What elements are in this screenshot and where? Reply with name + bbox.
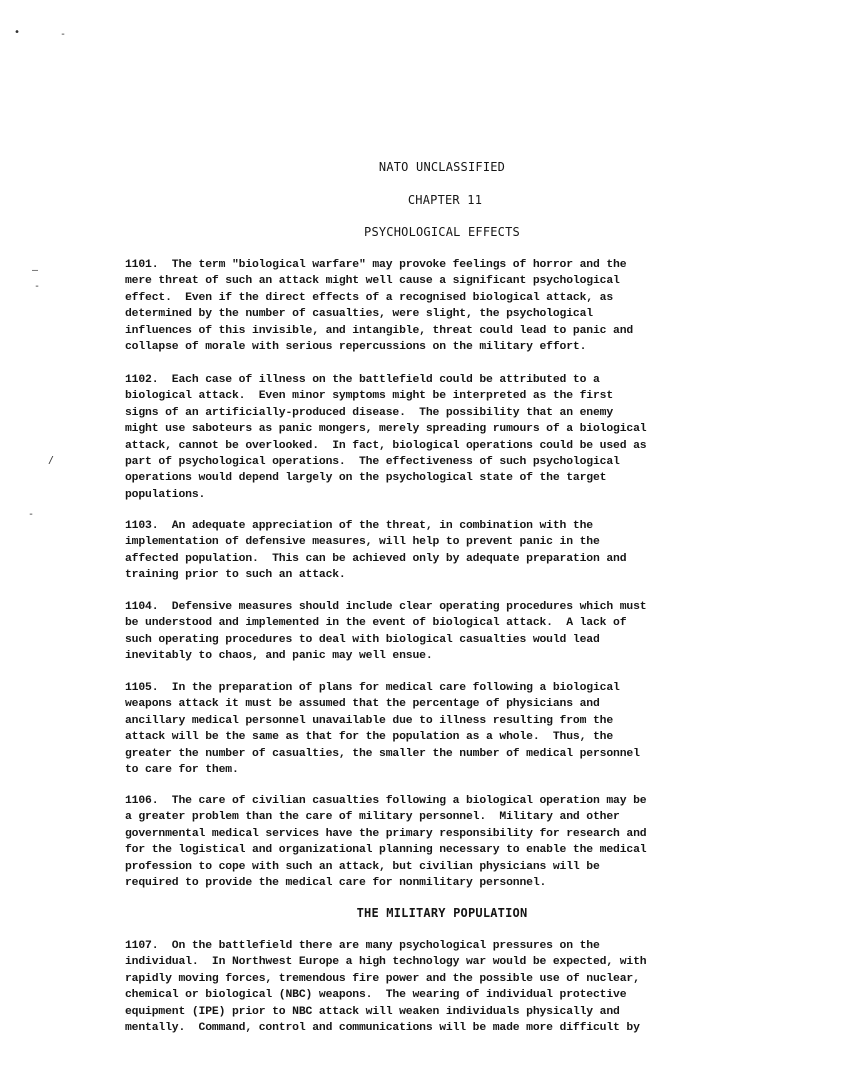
paragraph-line: 1101. The term "biological warfare" may provoke feelings of horror and the — [125, 259, 627, 271]
paragraph-line: 1105. In the preparation of plans for medical care following a biological — [125, 682, 620, 694]
paragraph-line: chemical or biological (NBC) weapons. The wearing of individual protective — [125, 989, 627, 1002]
scan-speck: - — [34, 281, 41, 292]
paragraph-line: collapse of morale with serious repercussions on the military effort. — [125, 341, 587, 354]
paragraph-1106 — [125, 793, 765, 891]
paragraph-line: rapidly moving forces, tremendous fire power and the possible use of nuclear, — [125, 972, 640, 985]
paragraph-1101 — [125, 257, 765, 355]
paragraph-line: such operating procedures to deal with biological casualties would lead — [125, 633, 600, 646]
paragraph-line: might use saboteurs as panic mongers, merely spreading rumours of a biological — [125, 423, 647, 436]
paragraph-line: ancillary medical personnel unavailable due to illness resulting from the — [125, 714, 614, 727]
paragraph-line: governmental medical services have the primary responsibility for research and — [125, 827, 647, 840]
paragraph-line: implementation of defensive measures, will help to prevent panic in the — [125, 536, 600, 549]
paragraph-line: operations would depend largely on the psychological state of the target — [125, 472, 607, 485]
paragraph-line: 1102. Each case of illness on the battlefield could be attributed to a — [125, 374, 600, 386]
scan-speck: - — [60, 29, 67, 40]
scan-speck: - — [28, 509, 35, 520]
paragraph-line: affected population. This can be achieved only by adequate preparation and — [125, 552, 627, 565]
chapter-title: PSYCHOLOGICAL EFFECTS — [364, 225, 520, 239]
paragraph-line: 1104. Defensive measures should include clear operating procedures which must — [125, 601, 647, 613]
paragraph-1103 — [125, 518, 765, 584]
paragraph-line: mentally. Command, control and communications will be made more difficult by — [125, 1022, 640, 1035]
scan-speck: • — [14, 27, 21, 38]
paragraph-line: to care for them. — [125, 764, 239, 777]
paragraph-line: required to provide the medical care for nonmilitary personnel. — [125, 877, 547, 890]
paragraph-line: populations. — [125, 488, 206, 501]
paragraph-line: attack will be the same as that for the population as a whole. Thus, the — [125, 731, 614, 744]
paragraph-line: attack, cannot be overlooked. In fact, biological operations could be used as — [125, 439, 647, 452]
paragraph-line: greater the number of casualties, the smaller the number of medical personnel — [125, 747, 640, 760]
paragraph-line: 1107. On the battlefield there are many psychological pressures on the — [125, 940, 600, 952]
paragraph-line: for the logistical and organizational planning necessary to enable the medical — [125, 844, 647, 857]
paragraph-1102 — [125, 372, 765, 503]
paragraph-1107 — [125, 938, 765, 1036]
paragraph-line: effect. Even if the direct effects of a recognised biological attack, as — [125, 291, 614, 304]
paragraph-1105 — [125, 680, 765, 778]
paragraph-line: weapons attack it must be assumed that the percentage of physicians and — [125, 698, 600, 711]
paragraph-1104 — [125, 599, 765, 665]
paragraph-line: 1106. The care of civilian casualties following a biological operation may be — [125, 795, 647, 807]
paragraph-line: biological attack. Even minor symptoms might be interpreted as the first — [125, 390, 614, 403]
paragraph-line: individual. In Northwest Europe a high technology war would be expected, with — [125, 956, 647, 969]
classification-marking: NATO UNCLASSIFIED — [378, 160, 506, 174]
paragraph-line: signs of an artificially-produced disease. The possibility that an enemy — [125, 406, 614, 419]
scan-speck: – — [32, 265, 39, 276]
paragraph-line: profession to cope with such an attack, but civilian physicians will be — [125, 860, 600, 873]
section-heading: THE MILITARY POPULATION — [356, 906, 528, 920]
chapter-number: CHAPTER 11 — [407, 193, 483, 207]
paragraph-line: influences of this invisible, and intangible, threat could lead to panic and — [125, 324, 634, 337]
scan-speck: / — [48, 455, 55, 466]
paragraph-line: part of psychological operations. The effectiveness of such psychological — [125, 456, 620, 469]
paragraph-line: equipment (IPE) prior to NBC attack will weaken individuals physically and — [125, 1005, 620, 1018]
paragraph-line: be understood and implemented in the event of biological attack. A lack of — [125, 617, 627, 630]
paragraph-line: training prior to such an attack. — [125, 569, 346, 582]
paragraph-line: inevitably to chaos, and panic may well ensue. — [125, 650, 433, 663]
paragraph-line: determined by the number of casualties, were slight, the psychological — [125, 308, 593, 321]
paragraph-line: a greater problem than the care of military personnel. Military and other — [125, 811, 620, 824]
paragraph-line: mere threat of such an attack might well cause a significant psychological — [125, 275, 620, 288]
paragraph-line: 1103. An adequate appreciation of the threat, in combination with the — [125, 520, 593, 532]
